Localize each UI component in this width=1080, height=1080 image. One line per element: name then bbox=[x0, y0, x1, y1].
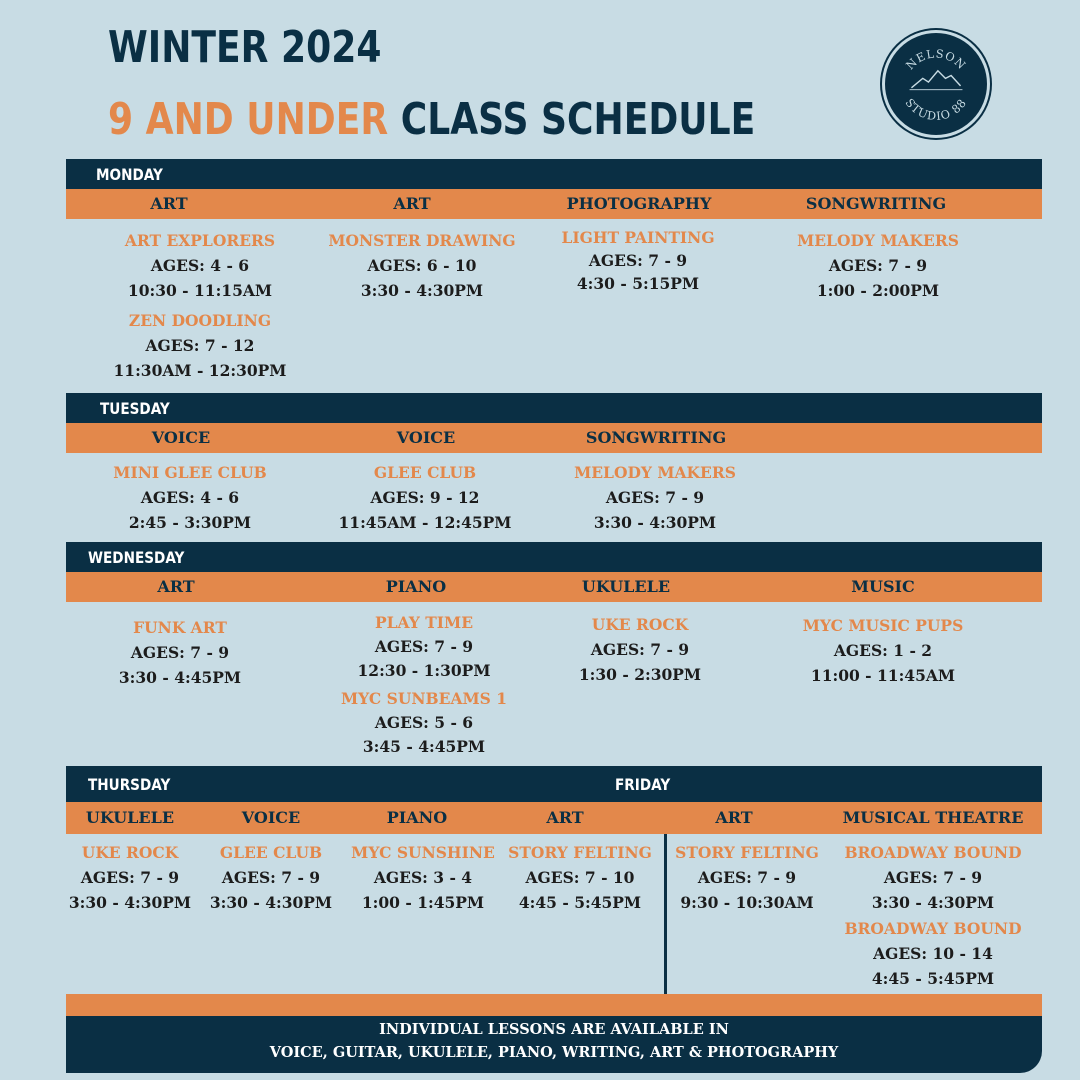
footer-line-2: VOICE, GUITAR, UKULELE, PIANO, WRITING, ART & PHOTOGRAPHY bbox=[269, 1044, 839, 1061]
class-ages: AGES: 7 - 9 bbox=[588, 251, 688, 270]
class-ages: AGES: 7 - 9 bbox=[80, 868, 180, 887]
class-column bbox=[555, 460, 755, 535]
class-name: STORY FELTING bbox=[508, 843, 652, 862]
class-time: 1:00 - 1:45PM bbox=[361, 893, 485, 912]
logo-bottom-text: STUDIO 88 bbox=[902, 95, 970, 124]
class-name: MONSTER DRAWING bbox=[328, 231, 516, 250]
thursday-friday-categories bbox=[66, 802, 1042, 834]
day-label-monday: MONDAY bbox=[96, 164, 163, 184]
class-name: MYC SUNSHINE bbox=[351, 843, 495, 862]
monday-bar bbox=[66, 159, 1042, 189]
footer-line-1: INDIVIDUAL LESSONS ARE AVAILABLE IN bbox=[379, 1021, 729, 1038]
wednesday-categories bbox=[66, 572, 1042, 602]
class-time: 12:30 - 1:30PM bbox=[357, 661, 491, 680]
class-ages: AGES: 4 - 6 bbox=[140, 488, 240, 507]
class-ages: AGES: 7 - 9 bbox=[828, 256, 928, 275]
category-label: PIANO bbox=[386, 808, 448, 827]
class-ages: AGES: 7 - 9 bbox=[130, 643, 230, 662]
class-column bbox=[90, 460, 290, 535]
class-name: ZEN DOODLING bbox=[128, 311, 272, 330]
class-time: 3:30 - 4:30PM bbox=[593, 513, 717, 532]
class-time: 3:30 - 4:30PM bbox=[871, 893, 995, 912]
class-time: 4:45 - 5:45PM bbox=[518, 893, 642, 912]
category-label: MUSIC bbox=[851, 577, 915, 596]
class-name: MELODY MAKERS bbox=[574, 463, 736, 482]
class-column bbox=[325, 460, 525, 535]
class-ages: AGES: 7 - 12 bbox=[145, 336, 255, 355]
category-label: PHOTOGRAPHY bbox=[566, 194, 712, 213]
category-label: PIANO bbox=[385, 577, 447, 596]
category-label: SONGWRITING bbox=[805, 194, 947, 213]
class-column bbox=[548, 226, 728, 295]
class-name: BROADWAY BOUND bbox=[844, 843, 1022, 862]
day-label-tuesday: TUESDAY bbox=[100, 398, 170, 418]
svg-text:STUDIO 88 bbox=[903, 96, 970, 123]
studio-logo bbox=[882, 30, 990, 138]
class-time: 3:30 - 4:30PM bbox=[68, 893, 192, 912]
category-label: ART bbox=[546, 808, 584, 827]
category-label: UKULELE bbox=[85, 808, 175, 827]
class-ages: AGES: 7 - 9 bbox=[697, 868, 797, 887]
class-column bbox=[783, 613, 983, 688]
class-ages: AGES: 7 - 9 bbox=[590, 640, 690, 659]
class-name: ART EXPLORERS bbox=[124, 231, 276, 250]
class-ages: AGES: 7 - 9 bbox=[221, 868, 321, 887]
class-ages: AGES: 1 - 2 bbox=[833, 641, 933, 660]
category-label: VOICE bbox=[396, 428, 456, 447]
class-column bbox=[196, 840, 346, 915]
class-time: 3:30 - 4:45PM bbox=[118, 668, 242, 687]
category-label: ART bbox=[715, 808, 753, 827]
class-name: MINI GLEE CLUB bbox=[113, 463, 267, 482]
category-label: ART bbox=[150, 194, 188, 213]
class-column bbox=[55, 840, 205, 915]
class-ages: AGES: 7 - 9 bbox=[883, 868, 983, 887]
class-name: LIGHT PAINTING bbox=[561, 228, 715, 247]
class-ages: AGES: 5 - 6 bbox=[374, 713, 474, 732]
class-time: 1:30 - 2:30PM bbox=[578, 665, 702, 684]
class-name: GLEE CLUB bbox=[373, 463, 477, 482]
class-name: GLEE CLUB bbox=[219, 843, 323, 862]
category-label: MUSICAL THEATRE bbox=[842, 808, 1024, 827]
class-time: 2:45 - 3:30PM bbox=[128, 513, 252, 532]
class-column bbox=[540, 612, 740, 687]
category-label: UKULELE bbox=[581, 577, 671, 596]
footer-stripe bbox=[66, 994, 1042, 1016]
class-time: 3:30 - 4:30PM bbox=[360, 281, 484, 300]
class-column bbox=[348, 840, 498, 915]
class-name: MELODY MAKERS bbox=[797, 231, 959, 250]
svg-text:NELSON bbox=[903, 46, 969, 72]
class-name: PLAY TIME bbox=[374, 613, 474, 632]
day-label-friday: FRIDAY bbox=[615, 774, 671, 794]
class-column bbox=[838, 840, 1028, 991]
wednesday-bar bbox=[66, 542, 1042, 572]
class-column bbox=[80, 615, 280, 690]
class-name: FUNK ART bbox=[133, 618, 227, 637]
class-time: 9:30 - 10:30AM bbox=[680, 893, 814, 912]
class-time: 1:00 - 2:00PM bbox=[816, 281, 940, 300]
class-ages: AGES: 10 - 14 bbox=[873, 944, 993, 963]
category-label: ART bbox=[393, 194, 431, 213]
class-time: 3:30 - 4:30PM bbox=[209, 893, 333, 912]
class-name: STORY FELTING bbox=[675, 843, 819, 862]
class-column bbox=[100, 228, 300, 383]
class-ages: AGES: 9 - 12 bbox=[370, 488, 480, 507]
class-time: 11:00 - 11:45AM bbox=[810, 666, 956, 685]
subtitle-accent: 9 AND UNDER bbox=[108, 94, 389, 145]
page-title: WINTER 2024 bbox=[108, 22, 382, 73]
logo-top-text: NELSON bbox=[902, 46, 970, 73]
monday-categories bbox=[66, 189, 1042, 219]
thursday-friday-bar bbox=[66, 766, 1042, 802]
class-name: MYC MUSIC PUPS bbox=[802, 616, 964, 635]
class-name: MYC SUNBEAMS 1 bbox=[340, 689, 508, 708]
class-name: UKE ROCK bbox=[591, 615, 689, 634]
category-label: VOICE bbox=[151, 428, 211, 447]
thursday-friday-divider bbox=[664, 834, 667, 996]
day-label-wednesday: WEDNESDAY bbox=[88, 547, 185, 567]
class-ages: AGES: 7 - 9 bbox=[605, 488, 705, 507]
class-time: 4:30 - 5:15PM bbox=[576, 274, 700, 293]
class-column bbox=[505, 840, 655, 915]
category-label: VOICE bbox=[241, 808, 301, 827]
class-time: 11:30AM - 12:30PM bbox=[113, 361, 287, 380]
category-label: SONGWRITING bbox=[585, 428, 727, 447]
class-column bbox=[670, 840, 824, 915]
class-column bbox=[788, 228, 968, 303]
class-column bbox=[324, 611, 524, 759]
class-time: 4:45 - 5:45PM bbox=[871, 969, 995, 988]
class-ages: AGES: 4 - 6 bbox=[150, 256, 250, 275]
page-subtitle bbox=[108, 94, 756, 145]
class-column bbox=[312, 228, 532, 303]
class-name: BROADWAY BOUND bbox=[844, 919, 1022, 938]
subtitle-rest: CLASS SCHEDULE bbox=[388, 94, 756, 145]
logo-mountain-icon bbox=[885, 33, 987, 135]
class-ages: AGES: 7 - 9 bbox=[374, 637, 474, 656]
class-name: UKE ROCK bbox=[81, 843, 179, 862]
class-ages: AGES: 6 - 10 bbox=[367, 256, 477, 275]
class-time: 11:45AM - 12:45PM bbox=[338, 513, 512, 532]
class-time: 3:45 - 4:45PM bbox=[362, 737, 486, 756]
tuesday-bar bbox=[66, 393, 1042, 423]
class-ages: AGES: 7 - 10 bbox=[525, 868, 635, 887]
class-time: 10:30 - 11:15AM bbox=[127, 281, 273, 300]
category-label: ART bbox=[157, 577, 195, 596]
class-ages: AGES: 3 - 4 bbox=[373, 868, 473, 887]
tuesday-categories bbox=[66, 423, 1042, 453]
footer-note bbox=[66, 1016, 1042, 1073]
day-label-thursday: THURSDAY bbox=[88, 774, 171, 794]
